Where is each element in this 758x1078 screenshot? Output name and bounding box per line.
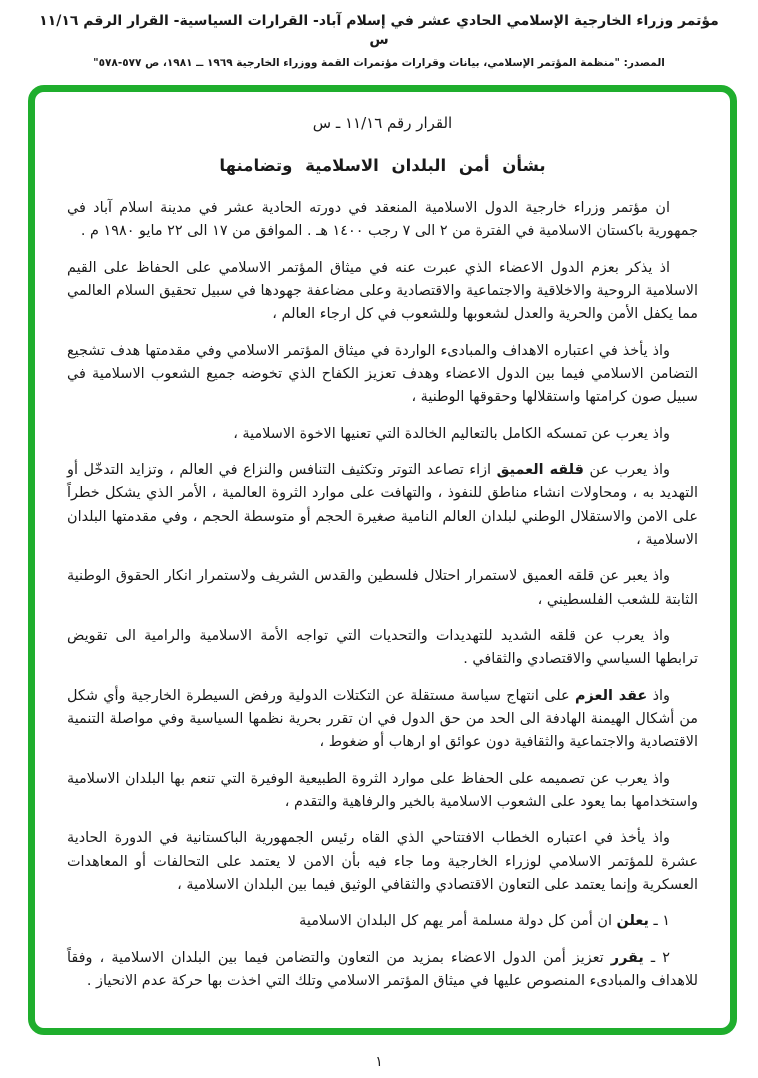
paragraph-text: اذ يذكر بعزم الدول الاعضاء الذي عبرت عنه في ميثاق المؤتمر الاسلامي على الحفاظ على القيم الاسلامية الروحية والاخلاقية والاجتماعية والاقتصادية وعلى مضاعفة جهودها في سبيل تحقيق السلام العالمي مما يكفل الأمن والحرية والعدل لشعوبها وللشعوب في كل ارجاء العالم ، <box>67 259 698 323</box>
resolution-paragraph <box>67 423 698 446</box>
paragraph-text: واذ يعرب عن تمسكه الكامل بالتعاليم الخالدة التي تعنيها الاخوة الاسلامية ، <box>233 425 670 442</box>
paragraph-text: واذ <box>647 687 670 704</box>
paragraph-text: واذ يعبر عن قلقه العميق لاستمرار احتلال فلسطين والقدس الشريف ولاستمرار انكار الحقوق الوطنية الثابتة للشعب الفلسطيني ، <box>67 568 698 608</box>
resolution-paragraph <box>67 257 698 327</box>
resolution-number-title: القرار رقم ١١/١٦ ـ س <box>312 114 453 132</box>
header-citation-line: المصدر: "منظمة المؤتمر الإسلامي، بيانات وقرارات مؤتمرات القمة ووزراء الخارجية ١٩٦٩ ــ ١٩٨١، ص ٥٧٧-٥٧٨" <box>93 56 665 69</box>
paragraph-text: ان أمن كل دولة مسلمة أمر يهم كل البلدان الاسلامية <box>299 913 617 930</box>
resolution-paragraph <box>67 459 698 552</box>
paragraph-text: واذ يأخذ في اعتباره الخطاب الافتتاحي الذي القاه رئيس الجمهورية الباكستانية في الدورة الحادية عشرة للمؤتمر الاسلامي لوزراء الخارجية وما جاء فيه بأن الامن لا يعتمد على التحالفات أو المعاهدات العسكرية وإنما يعتمد على التعاون الاقتصادي والثقافي الوثيق فيما بين البلدان الاسلامية ، <box>67 830 698 893</box>
resolution-subject-heading: بشأن أمن البلدان الاسلامية وتضامنها <box>219 156 546 175</box>
paragraph-text: على انتهاج سياسة مستقلة عن التكتلات الدولية ورفض السيطرة الخارجية وأي شكل من أشكال الهيمنة الهادفة الى الحد من حق الدول في ان تقرر بحرية نظمها السياسية وفي مواصلة التنمية الاقتصادية والاجتماعية والثقافية دون عوائق او ارهاب أو ضغوط ، <box>67 687 698 751</box>
resolution-paragraph <box>67 565 698 612</box>
resolution-paragraph <box>67 827 698 897</box>
resolution-paragraph <box>67 340 698 410</box>
paragraph-text: ازاء تصاعد التوتر وتكثيف التنافس والنزاع في العالم ، وتزايد التدخّل أو التهديد به ، ومحاولات انشاء مناطق للنفوذ ، والتهافت على موارد الثروة العالمية ، الأمر الذي يشكل خطراً على الامن والاستقلال الوطني لبلدان العالم النامية صغيرة الحجم أو متوسطة الحجم ، وفي مقدمتها البلدان الاسلامية ، <box>67 461 698 548</box>
paragraph-emphasis: عقد العزم <box>575 687 648 704</box>
page-number: ١ <box>375 1054 383 1070</box>
paragraph-text: واذ يأخذ في اعتباره الاهداف والمبادىء الواردة في ميثاق المؤتمر الاسلامي وفي مقدمتها هدف تشجيع التضامن الاسلامي فيما بين الدول الاعضاء وهدف تعزيز الكفاح الذي تخوضه جميع الشعوب الاسلامية في سبيل صون كرامتها واستقلالها وحقوقها الوطنية ، <box>67 342 698 406</box>
paragraph-text: واذ يعرب عن تصميمه على الحفاظ على موارد الثروة الطبيعية الوفيرة التي تنعم بها البلدان الاسلامية واستخدامها بما يعود على الشعوب الاسلامية بالخير والرفاهية والتقدم ، <box>67 770 698 810</box>
paragraph-text: ان مؤتمر وزراء خارجية الدول الاسلامية المنعقد في دورته الحادية عشر في مدينة اسلام آباد في جمهورية باكستان الاسلامية في الفترة من ٢ الى ٧ رجب ١٤٠٠ هـ . الموافق من ١٧ الى ٢٢ مايو ١٩٨٠ م . <box>67 200 698 240</box>
resolution-paragraph <box>67 768 698 815</box>
resolution-paragraph <box>67 197 698 244</box>
paragraph-emphasis: يعلن <box>616 913 649 930</box>
paragraph-text: ٢ ـ <box>643 949 670 966</box>
resolution-paragraph <box>67 685 698 755</box>
paragraph-emphasis: قلقه العميق <box>496 461 584 478</box>
document-header <box>0 0 758 69</box>
paragraph-text: تعزيز أمن الدول الاعضاء بمزيد من التعاون والتضامن فيما بين البلدان الاسلامية ، وفقاً للاهداف والمبادىء المنصوص عليها في ميثاق المؤتمر الاسلامي وتلك التي اخذت بها حركة عدم الانحياز . <box>67 949 698 989</box>
resolution-paragraph <box>67 625 698 672</box>
header-source-line: مؤتمر وزراء الخارجية الإسلامي الحادي عشر في إسلام آباد- القرارات السياسية- القرار الرقم ١١/١٦ س <box>39 13 719 48</box>
resolution-box <box>28 85 737 1035</box>
paragraph-text: واذ يعرب عن قلقه الشديد للتهديدات والتحديات التي تواجه الأمة الاسلامية والرامية الى تقويض ترابطها السياسي والاقتصادي والثقافي . <box>67 627 698 668</box>
paragraph-text: ١ ـ <box>648 913 670 930</box>
paragraph-text: واذ يعرب عن <box>583 461 670 478</box>
resolution-body <box>67 197 698 993</box>
paragraph-emphasis: يقرر <box>610 949 644 966</box>
resolution-operative-item <box>67 947 698 994</box>
resolution-operative-item <box>67 910 698 933</box>
